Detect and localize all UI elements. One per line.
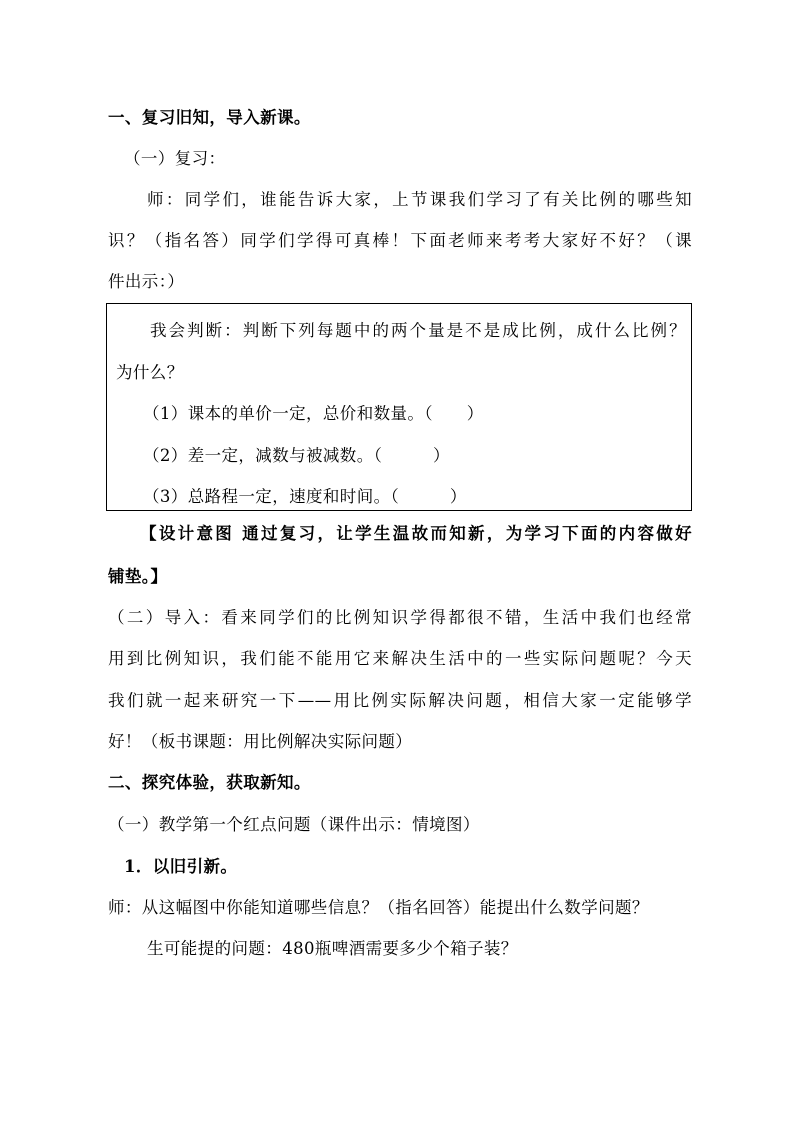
- section-heading-1: 一、复习旧知，导入新课。: [108, 108, 311, 127]
- design-intent-line: 【设计意图 通过复习，让学生温故而知新，为学习下面的内容做好: [140, 524, 692, 543]
- paragraph-line: 件出示：）: [108, 272, 185, 291]
- section-heading-2: 二、探究体验，获取新知。: [108, 773, 311, 792]
- paragraph-line: （二）导入：看来同学们的比例知识学得都很不错，生活中我们也经常: [108, 608, 692, 627]
- paragraph-line: 生可能提的问题：480瓶啤酒需要多少个箱子装？: [147, 939, 518, 958]
- subsection-teaching: （一）教学第一个红点问题（课件出示：情境图）: [108, 815, 480, 834]
- paragraph-line: 师：从这幅图中你能知道哪些信息？（指名回答）能提出什么数学问题？: [108, 898, 649, 917]
- point-heading: 1．以旧引新。: [124, 857, 238, 876]
- paragraph-line: 好！（板书课题：用比例解决实际问题）: [108, 732, 413, 751]
- design-intent-line: 铺垫。】: [108, 567, 168, 586]
- box-question-item: （1）课本的单价一定，总价和数量。（ ）: [143, 404, 484, 423]
- box-question-item: （2）差一定，减数与被减数。（ ）: [143, 446, 450, 465]
- box-prompt-line: 为什么？: [116, 363, 184, 382]
- paragraph-line: 识？（指名答）同学们学得可真棒！下面老师来考考大家好不好？（课: [108, 231, 692, 250]
- box-question-item: （3）总路程一定，速度和时间。（ ）: [143, 487, 467, 506]
- paragraph-line: 我们就一起来研究一下——用比例实际解决问题，相信大家一定能够学: [108, 691, 692, 710]
- paragraph-line: 用到比例知识，我们能不能用它来解决生活中的一些实际问题呢？今天: [108, 649, 692, 668]
- paragraph-line: 师：同学们，谁能告诉大家，上节课我们学习了有关比例的哪些知: [147, 190, 692, 209]
- box-prompt-line: 我会判断：判断下列每题中的两个量是不是成比例，成什么比例？: [150, 321, 686, 340]
- subsection-review: （一）复习：: [124, 149, 226, 168]
